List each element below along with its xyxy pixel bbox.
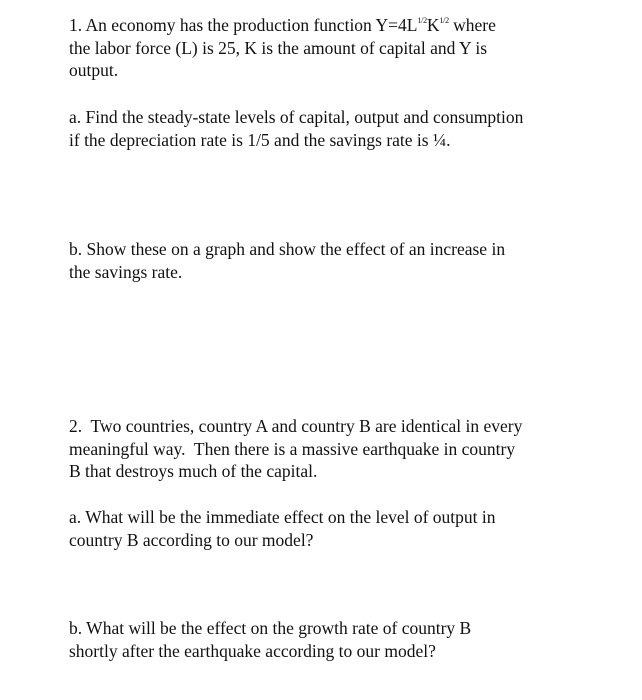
question-2-intro: [69, 415, 629, 483]
question-1b-line-2: the savings rate.: [69, 261, 183, 282]
question-2-line-2: meaningful way. Then there is a massive earthquake in country: [69, 438, 516, 459]
question-1-intro: [69, 14, 629, 82]
question-1a-line-2: if the depreciation rate is 1/5 and the savings rate is ¼.: [69, 129, 451, 150]
question-2-line-1: 2. Two countries, country A and country B are identical in every: [69, 416, 523, 436]
question-1-line-1: [69, 14, 629, 37]
question-1-part-b: [69, 238, 629, 283]
question-2-part-a: [69, 506, 629, 551]
question-1-text-b: K: [426, 15, 440, 35]
question-1a-line-1: a. Find the steady-state levels of capital, output and consumption: [69, 107, 524, 127]
question-1-text-c: where: [448, 15, 496, 35]
question-1-number: 1.: [69, 15, 83, 35]
capital-exponent: 1/2: [439, 16, 449, 25]
question-2b-line-2: shortly after the earthquake according to our model?: [69, 640, 436, 661]
question-2-line-3: B that destroys much of the capital.: [69, 461, 318, 481]
question-2a-line-2: country B according to our model?: [69, 529, 314, 550]
question-2a-line-1: a. What will be the immediate effect on the level of output in: [69, 507, 496, 527]
question-1-text-a: An economy has the production function Y=4L: [85, 15, 418, 35]
question-1-line-2: the labor force (L) is 25, K is the amount of capital and Y is: [69, 37, 488, 58]
question-1-line-3: output.: [69, 60, 119, 80]
question-2b-line-1: b. What will be the effect on the growth rate of country B: [69, 618, 472, 638]
question-1-part-a: [69, 106, 629, 151]
labor-exponent: 1/2: [417, 16, 427, 25]
question-2-part-b: [69, 617, 629, 662]
question-1b-line-1: b. Show these on a graph and show the effect of an increase in: [69, 239, 506, 259]
